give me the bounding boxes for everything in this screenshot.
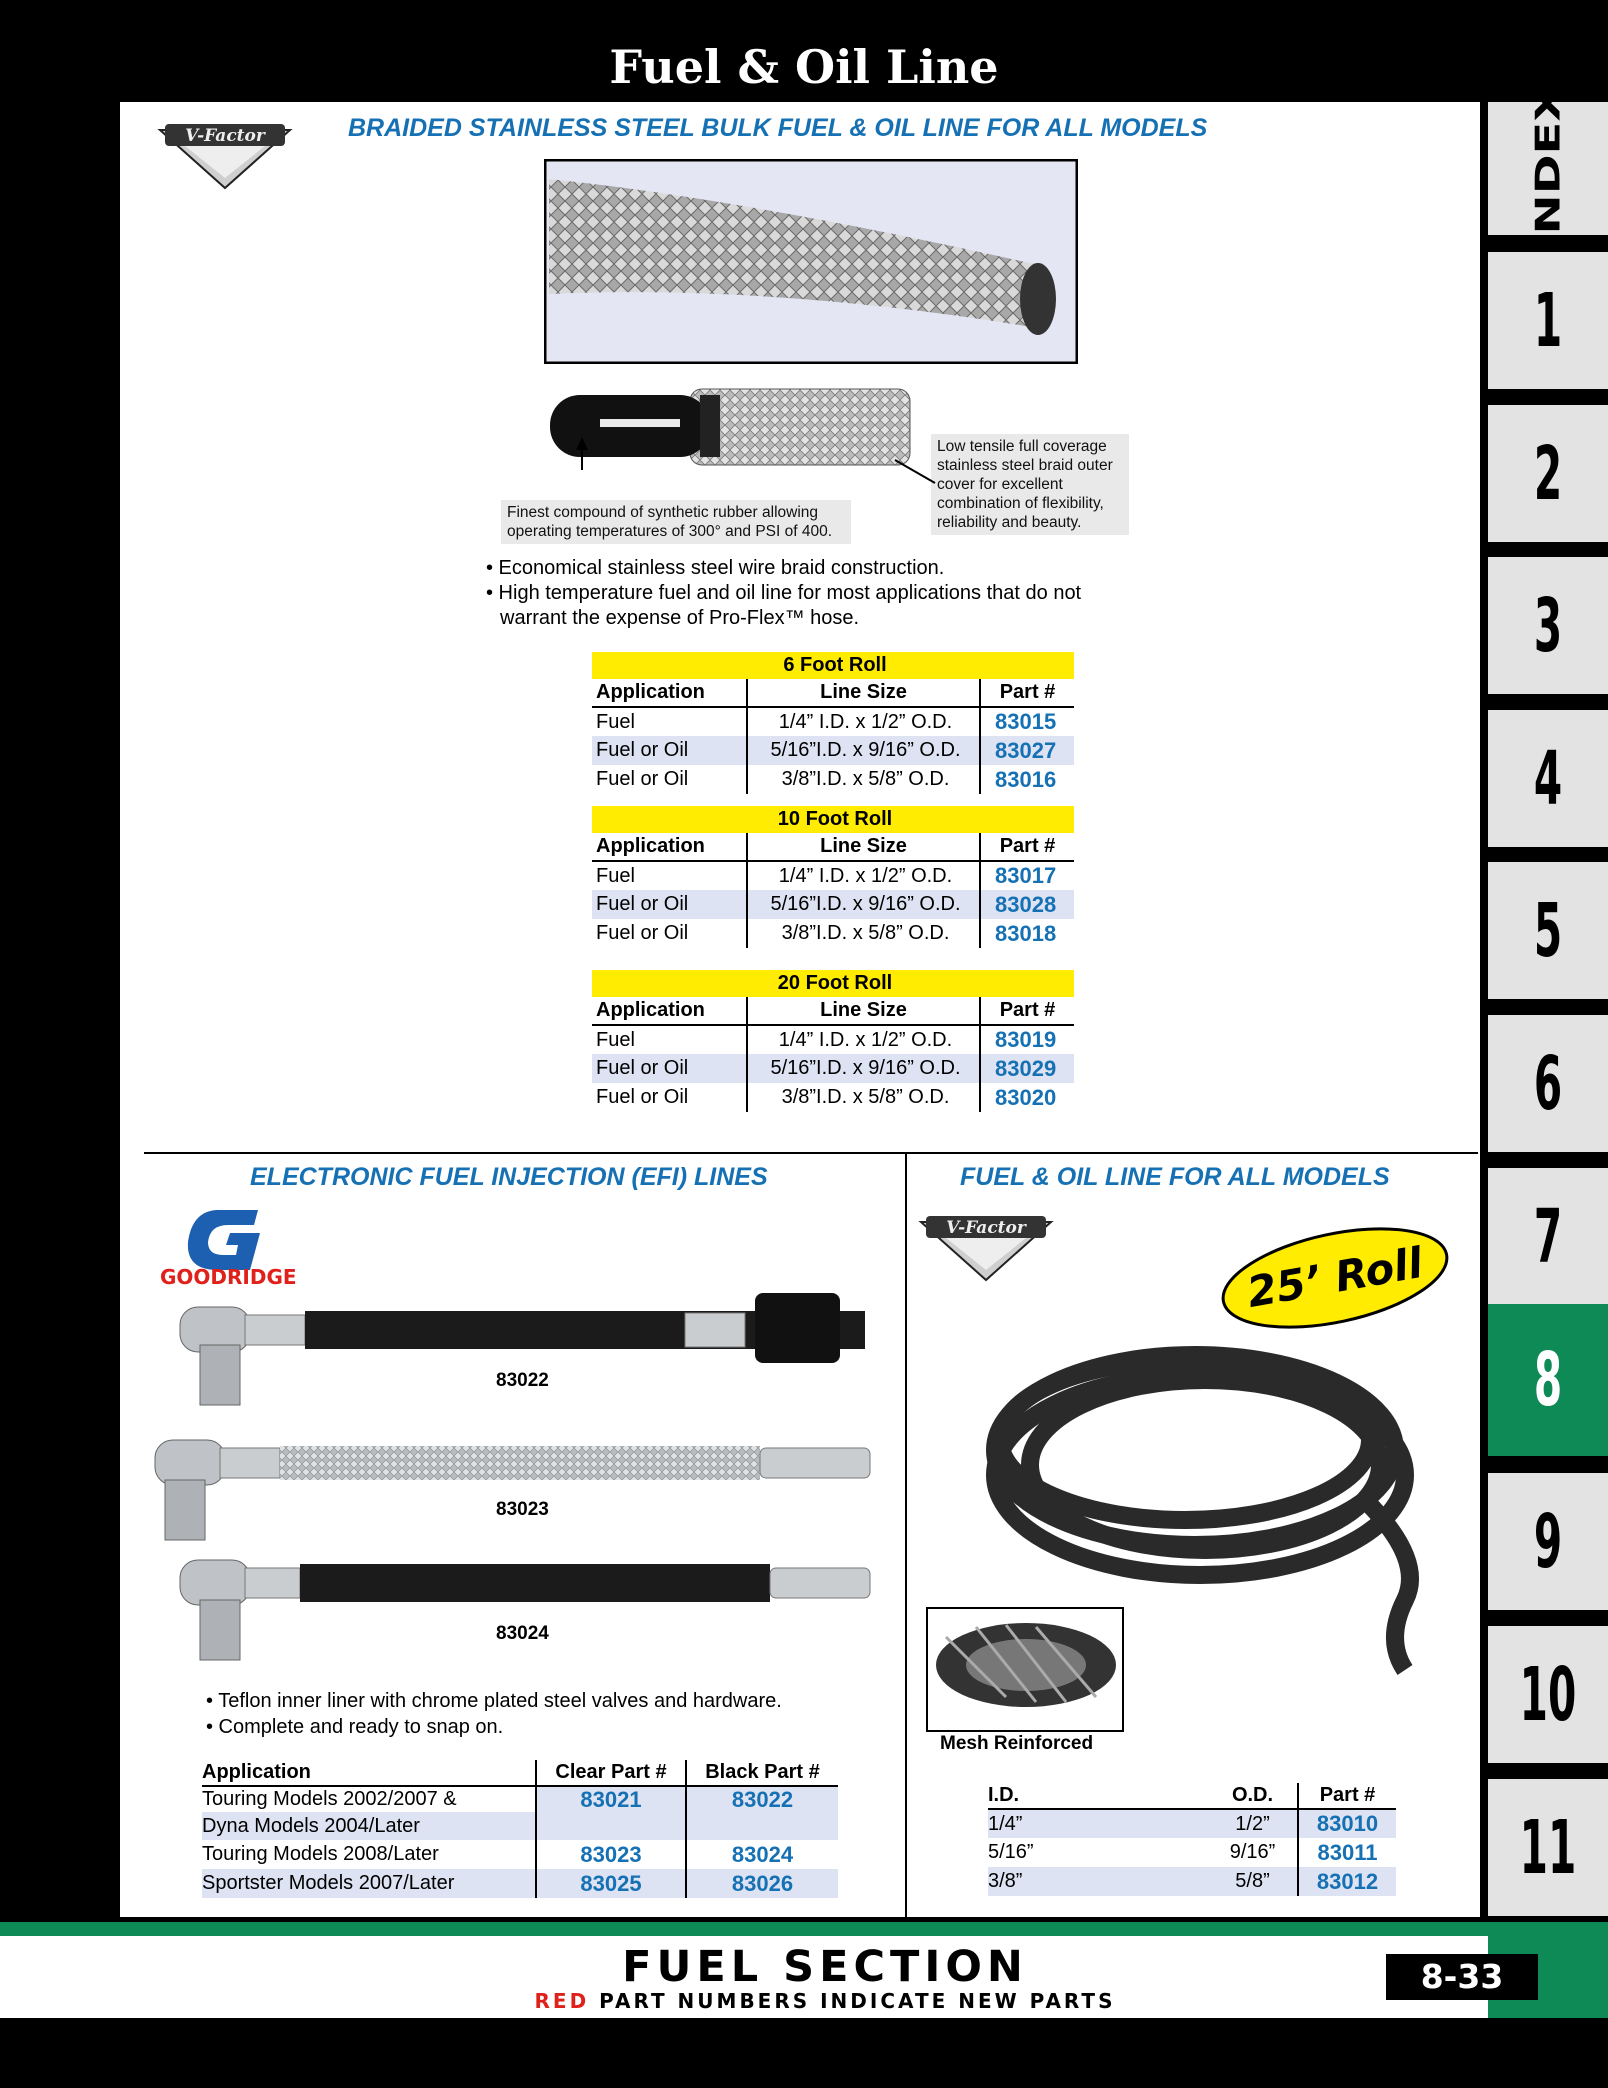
tab-8[interactable]	[1488, 1304, 1608, 1456]
svg-text:25’ Roll: 25’ Roll	[1243, 1238, 1427, 1317]
goodridge-logo	[158, 1200, 348, 1285]
svg-text:V-Factor: V-Factor	[185, 126, 265, 146]
rubber-callout: Finest compound of synthetic rubber allowing operating temperatures of 300° and PSI of 400.	[501, 500, 851, 544]
bullet-teflon: • Teflon inner liner with chrome plated steel valves and hardware.	[206, 1690, 782, 1712]
table-row: Touring Models 2008/Later 83023 83024	[202, 1840, 838, 1869]
column-divider	[905, 1153, 907, 1917]
table-row: Sportster Models 2007/Later 83025 83026	[202, 1869, 838, 1898]
col-application: Application	[592, 833, 747, 861]
vfactor-logo-small	[916, 1212, 1056, 1284]
tab-5[interactable]	[1488, 862, 1608, 999]
tab-label: INDEX	[1528, 84, 1568, 253]
part-label-83023: 83023	[496, 1499, 549, 1520]
col-line-size: Line Size	[747, 997, 980, 1025]
col-od: O.D.	[1231, 1784, 1274, 1806]
tab-11[interactable]	[1488, 1779, 1608, 1916]
tab-label: 11	[1519, 1804, 1577, 1891]
col-application: Application	[202, 1761, 311, 1783]
table-row: Fuel or Oil 5/16”I.D. x 9/16” O.D. 83027	[592, 736, 1074, 765]
bullet-high-temp: • High temperature fuel and oil line for most applications that do not	[486, 582, 1082, 604]
table-6-foot-roll	[592, 652, 1074, 794]
fuel-oil-line-heading: FUEL & OIL LINE FOR ALL MODELS	[960, 1163, 1390, 1191]
table-row: Fuel or Oil 5/16”I.D. x 9/16” O.D. 83028	[592, 890, 1074, 919]
table-row: 3/8” 5/8” 83012	[988, 1867, 1396, 1896]
mesh-reinforced-label: Mesh Reinforced	[940, 1733, 1094, 1754]
tab-label: 2	[1533, 430, 1563, 517]
table-title: 10 Foot Roll	[592, 806, 1074, 833]
col-line-size: Line Size	[747, 679, 980, 707]
callout-arrow	[890, 455, 940, 485]
col-part: Part #	[980, 997, 1074, 1025]
bullet-economical: • Economical stainless steel wire braid construction.	[486, 557, 945, 579]
footer-new-parts-note: RED PART NUMBERS INDICATE NEW PARTS	[534, 1989, 1116, 2013]
svg-text:GOODRIDGE: GOODRIDGE	[160, 1265, 297, 1285]
tab-2[interactable]	[1488, 405, 1608, 542]
footer-green-band	[0, 1922, 1608, 1936]
col-application: Application	[592, 679, 747, 707]
tab-9[interactable]	[1488, 1473, 1608, 1610]
efi-table	[202, 1760, 838, 1898]
col-black-part: Black Part #	[686, 1760, 838, 1786]
vfactor-logo	[155, 120, 295, 192]
efi-heading: ELECTRONIC FUEL INJECTION (EFI) LINES	[250, 1163, 768, 1191]
tab-label: 7	[1533, 1193, 1563, 1280]
efi-line-83023-image	[150, 1428, 895, 1543]
table-row: Fuel 1/4” I.D. x 1/2” O.D. 83019	[592, 1025, 1074, 1054]
tab-label: 5	[1533, 887, 1563, 974]
part-label-83022: 83022	[496, 1370, 549, 1391]
tab-4[interactable]	[1488, 710, 1608, 847]
braided-hose-photo	[544, 159, 1078, 364]
tab-label: 8	[1533, 1337, 1563, 1423]
tab-label: 6	[1533, 1040, 1563, 1127]
table-20-foot-roll	[592, 970, 1074, 1112]
tab-7[interactable]	[1488, 1168, 1608, 1305]
bullet-high-temp-cont: warrant the expense of Pro-Flex™ hose.	[500, 607, 860, 629]
tab-label: 1	[1533, 277, 1563, 364]
tab-10[interactable]	[1488, 1626, 1608, 1763]
tab-index[interactable]	[1488, 84, 1608, 253]
table-row: Dyna Models 2004/Later	[202, 1812, 838, 1840]
table-row: 5/16” 9/16” 83011	[988, 1838, 1396, 1867]
tab-label: 9	[1533, 1498, 1563, 1585]
tab-1[interactable]	[1488, 252, 1608, 389]
table-row: Fuel or Oil 3/8”I.D. x 5/8” O.D. 83016	[592, 765, 1074, 794]
table-row: Fuel or Oil 3/8”I.D. x 5/8” O.D. 83020	[592, 1083, 1074, 1112]
page-number: 8-33	[1386, 1954, 1538, 2000]
fuel-oil-line-table	[988, 1783, 1396, 1896]
tab-3[interactable]	[1488, 557, 1608, 694]
col-part: Part #	[980, 833, 1074, 861]
hose-cutaway-diagram	[540, 375, 930, 475]
table-10-foot-roll	[592, 806, 1074, 948]
tab-6[interactable]	[1488, 1015, 1608, 1152]
efi-line-83024-image	[175, 1548, 895, 1663]
braid-callout: Low tensile full coverage stainless steel braid outer cover for excellent combination of flexibility, reliability and beauty.	[931, 434, 1129, 535]
table-title: 20 Foot Roll	[592, 970, 1074, 997]
col-part: Part #	[1298, 1783, 1396, 1809]
tab-label: 10	[1519, 1651, 1577, 1738]
footer-section-title: FUEL SECTION	[622, 1942, 1028, 1992]
tab-label: 3	[1533, 582, 1563, 669]
part-label-83024: 83024	[496, 1623, 549, 1644]
tab-label: 4	[1533, 735, 1563, 822]
svg-text:V-Factor: V-Factor	[946, 1218, 1026, 1238]
page-title: Fuel & Oil Line	[609, 40, 999, 94]
braided-line-heading: BRAIDED STAINLESS STEEL BULK FUEL & OIL LINE FOR ALL MODELS	[348, 114, 1208, 142]
bullet-snap-on: • Complete and ready to snap on.	[206, 1716, 504, 1738]
section-divider	[144, 1152, 1478, 1154]
col-id: I.D.	[988, 1784, 1020, 1806]
table-title: 6 Foot Roll	[592, 652, 1074, 679]
table-row: Touring Models 2002/2007 & 83021 83022	[202, 1786, 838, 1812]
table-row: Fuel 1/4” I.D. x 1/2” O.D. 83017	[592, 861, 1074, 890]
col-clear-part: Clear Part #	[536, 1760, 686, 1786]
col-application: Application	[592, 997, 747, 1025]
table-row: 1/4” 1/2” 83010	[988, 1809, 1396, 1838]
col-part: Part #	[980, 679, 1074, 707]
table-row: Fuel 1/4” I.D. x 1/2” O.D. 83015	[592, 707, 1074, 736]
table-row: Fuel or Oil 3/8”I.D. x 5/8” O.D. 83018	[592, 919, 1074, 948]
mesh-reinforced-inset	[926, 1607, 1124, 1732]
efi-line-83022-image	[175, 1285, 865, 1415]
col-line-size: Line Size	[747, 833, 980, 861]
table-row: Fuel or Oil 5/16”I.D. x 9/16” O.D. 83029	[592, 1054, 1074, 1083]
